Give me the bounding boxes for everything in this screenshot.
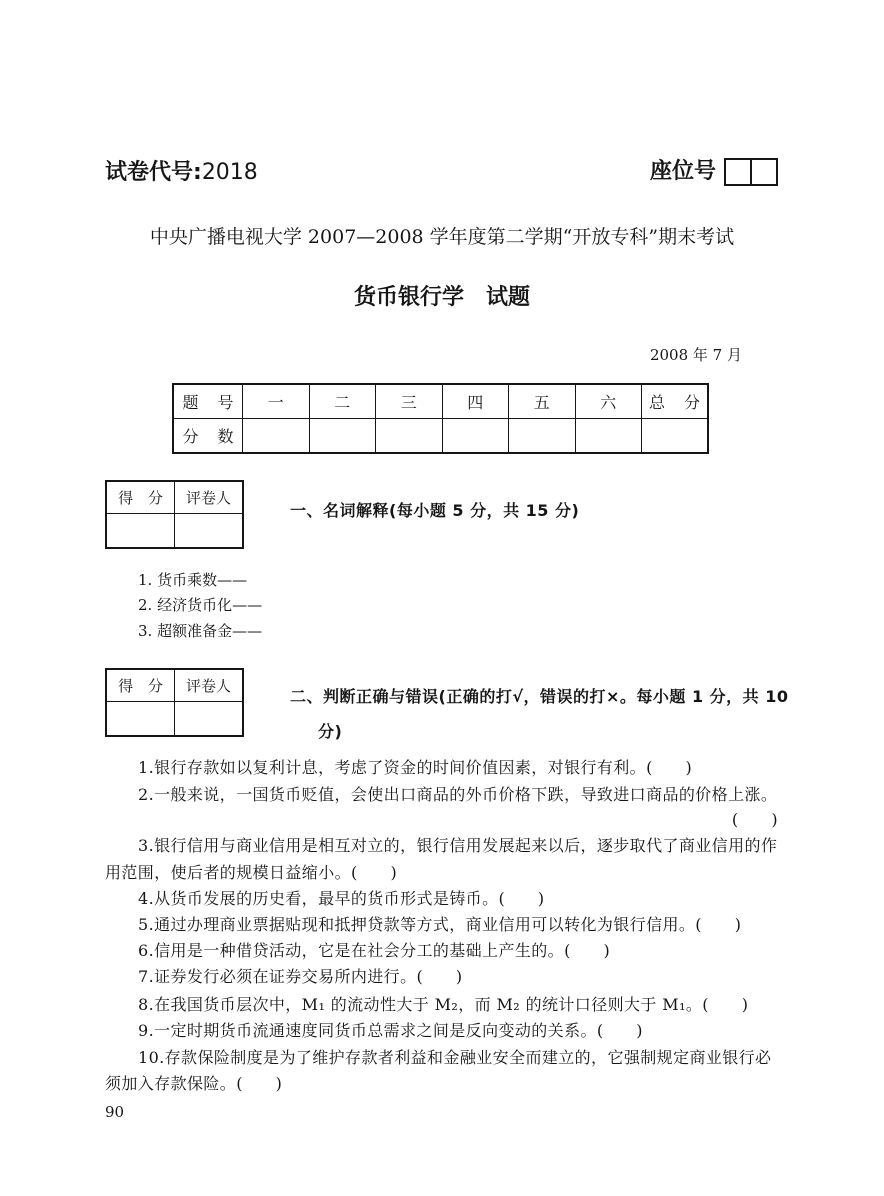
section2-grader-box (105, 668, 244, 737)
question-line: 8.在我国货币层次中，M₁ 的流动性大于 M₂，而 M₂ 的统计口径则大于 M₁。( ) (138, 995, 749, 1014)
term-item: 3. 超额准备金—— (138, 622, 263, 640)
exam-code-value: 2018 (201, 160, 258, 185)
score-cell (575, 419, 642, 454)
question-line: 4.从货币发展的历史看，最早的货币形式是铸币。( ) (138, 889, 545, 908)
exam-code (105, 160, 258, 186)
score-cell (442, 419, 509, 454)
grader-box-grader-cell (175, 514, 244, 549)
score-table-header-row (173, 384, 708, 419)
grader-box-grader-label: 评卷人 (175, 669, 244, 702)
score-table-header-cell: 一 (243, 384, 310, 419)
score-cell (376, 419, 443, 454)
page-number: 90 (105, 1103, 125, 1121)
grader-box-header-row (106, 669, 243, 702)
grader-box-grader-cell (175, 702, 244, 737)
grader-box-score-cell (106, 514, 175, 549)
term-item: 1. 货币乘数—— (138, 571, 248, 589)
score-cell (243, 419, 310, 454)
grader-box-blank-row (106, 702, 243, 737)
exam-code-label: 试卷代号: (105, 160, 202, 185)
grader-box-score-cell (106, 702, 175, 737)
section2-heading-continuation: 分) (318, 722, 343, 741)
term-item: 2. 经济货币化—— (138, 596, 263, 614)
question-line: 5.通过办理商业票据贴现和抵押贷款等方式，商业信用可以转化为银行信用。( ) (138, 915, 742, 934)
seat-number-label: 座位号 (650, 159, 717, 184)
grader-box-blank-row (106, 514, 243, 549)
score-cell (642, 419, 709, 454)
score-table-header-cell: 五 (509, 384, 576, 419)
exam-title: 中央广播电视大学 2007—2008 学年度第二学期“开放专科”期末考试 (149, 226, 735, 248)
exam-date: 2008 年 7 月 (649, 346, 742, 364)
score-row-label: 分 数 (173, 419, 243, 454)
score-table-header-cell: 二 (309, 384, 376, 419)
question-line: 7.证券发行必须在证券交易所内进行。( ) (138, 967, 463, 986)
question-line: 1.银行存款如以复利计息，考虑了资金的时间价值因素，对银行有利。( ) (138, 758, 693, 777)
score-table-header-cell: 题 号 (173, 384, 243, 419)
score-cell (509, 419, 576, 454)
seat-number-boxes (724, 158, 778, 186)
score-cell (309, 419, 376, 454)
question-line: 2.一般来说，一国货币贬值，会使出口商品的外币价格下跌，导致进口商品的价格上涨。 (138, 785, 778, 804)
section1-heading: 一、名词解释(每小题 5 分，共 15 分) (290, 501, 580, 520)
seat-number-box (726, 160, 750, 184)
grader-box-header-row (106, 481, 243, 514)
question-line: 3.银行信用与商业信用是相互对立的，银行信用发展起来以后，逐步取代了商业信用的作 (138, 836, 778, 855)
grader-box-score-label: 得 分 (106, 669, 175, 702)
score-table-header-cell: 六 (575, 384, 642, 419)
subject-title: 货币银行学 试题 (353, 285, 530, 310)
section1-grader-box (105, 480, 244, 549)
answer-parentheses: ( ) (731, 810, 778, 829)
score-table-header-cell: 四 (442, 384, 509, 419)
question-continuation-line: 用范围，使后者的规模日益缩小。( ) (105, 863, 398, 882)
score-table-header-cell: 总 分 (642, 384, 709, 419)
question-line: 9.一定时期货币流通速度同货币总需求之间是反向变动的关系。( ) (138, 1021, 643, 1040)
question-continuation-line: 须加入存款保险。( ) (105, 1074, 283, 1093)
question-line: 10.存款保险制度是为了维护存款者利益和金融业安全而建立的，它强制规定商业银行必 (138, 1048, 772, 1067)
score-table (172, 383, 709, 454)
grader-box-grader-label: 评卷人 (175, 481, 244, 514)
question-line: 6.信用是一种借贷活动，它是在社会分工的基础上产生的。( ) (138, 941, 611, 960)
grader-box-score-label: 得 分 (106, 481, 175, 514)
seat-number-box (750, 160, 776, 184)
score-table-header-cell: 三 (376, 384, 443, 419)
score-table-score-row (173, 419, 708, 454)
section2-heading: 二、判断正确与错误(正确的打√，错误的打×。每小题 1 分，共 10 (290, 687, 789, 706)
